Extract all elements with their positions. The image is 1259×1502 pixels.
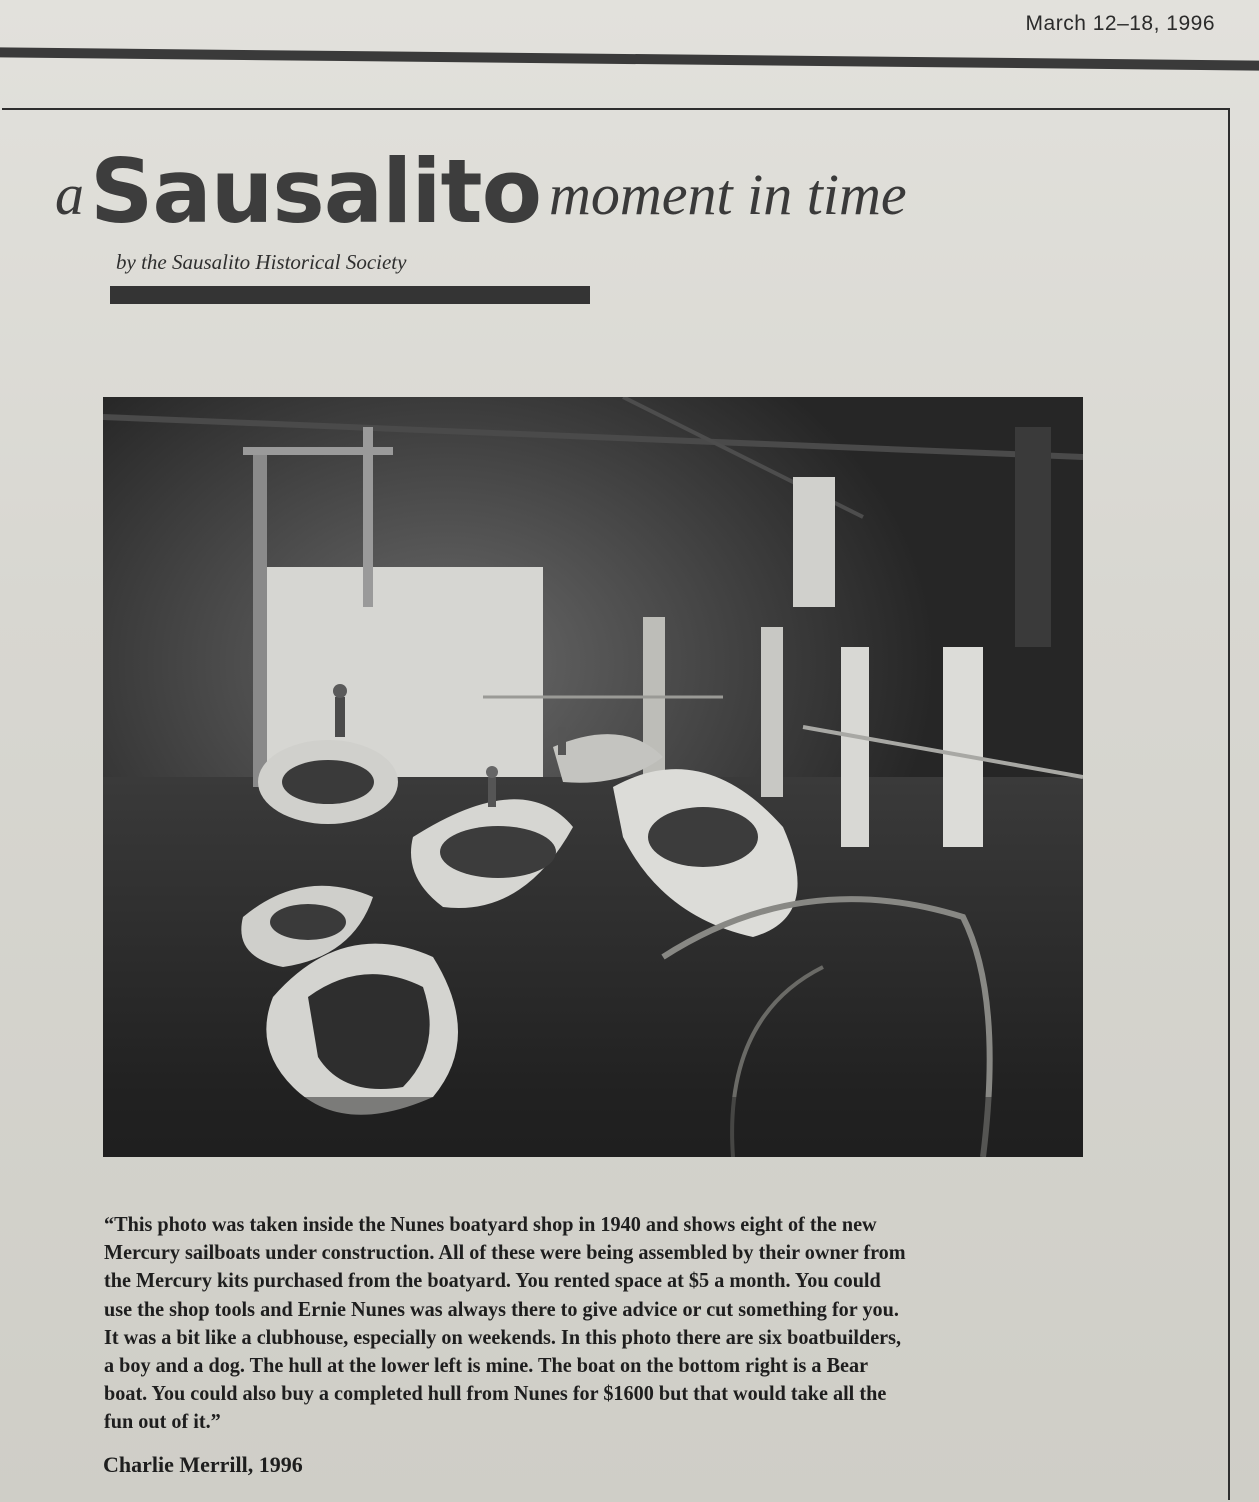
caption-line: use the shop tools and Ernie Nunes was always there to give advice or cut something for you. (104, 1296, 899, 1321)
caption-line: “This photo was taken inside the Nunes boatyard shop in 1940 and shows eight of the new (104, 1212, 877, 1236)
caption-line: It was a bit like a clubhouse, especially on weekends. In this photo there are six boatbuilders, (104, 1324, 902, 1349)
caption-attribution: Charlie Merrill, 1996 (103, 1452, 303, 1477)
column-title-suffix: moment in time (549, 162, 907, 227)
column-title-prefix: a (55, 162, 84, 227)
caption-line: fun out of it.” (104, 1409, 221, 1434)
caption-line: Mercury sailboats under construction. All of these were being assembled by their owner from (104, 1240, 906, 1265)
boatyard-photo-image (103, 397, 1083, 1157)
header-rule (0, 47, 1259, 70)
caption-line: boat. You could also buy a completed hull from Nunes for $1600 but that would take all the (104, 1381, 887, 1406)
byline: by the Sausalito Historical Society (116, 250, 407, 274)
boatyard-photo (103, 397, 1083, 1157)
column-title-name: Sausalito (90, 140, 542, 243)
byline-rule (110, 286, 590, 304)
issue-date: March 12–18, 1996 (1025, 12, 1215, 35)
column-title (55, 140, 907, 243)
caption-line: a boy and a dog. The hull at the lower left is mine. The boat on the bottom right is a Bear (104, 1353, 869, 1378)
photo-caption (104, 1210, 1082, 1436)
caption-line: the Mercury kits purchased from the boatyard. You rented space at $5 a month. You could (104, 1268, 881, 1293)
